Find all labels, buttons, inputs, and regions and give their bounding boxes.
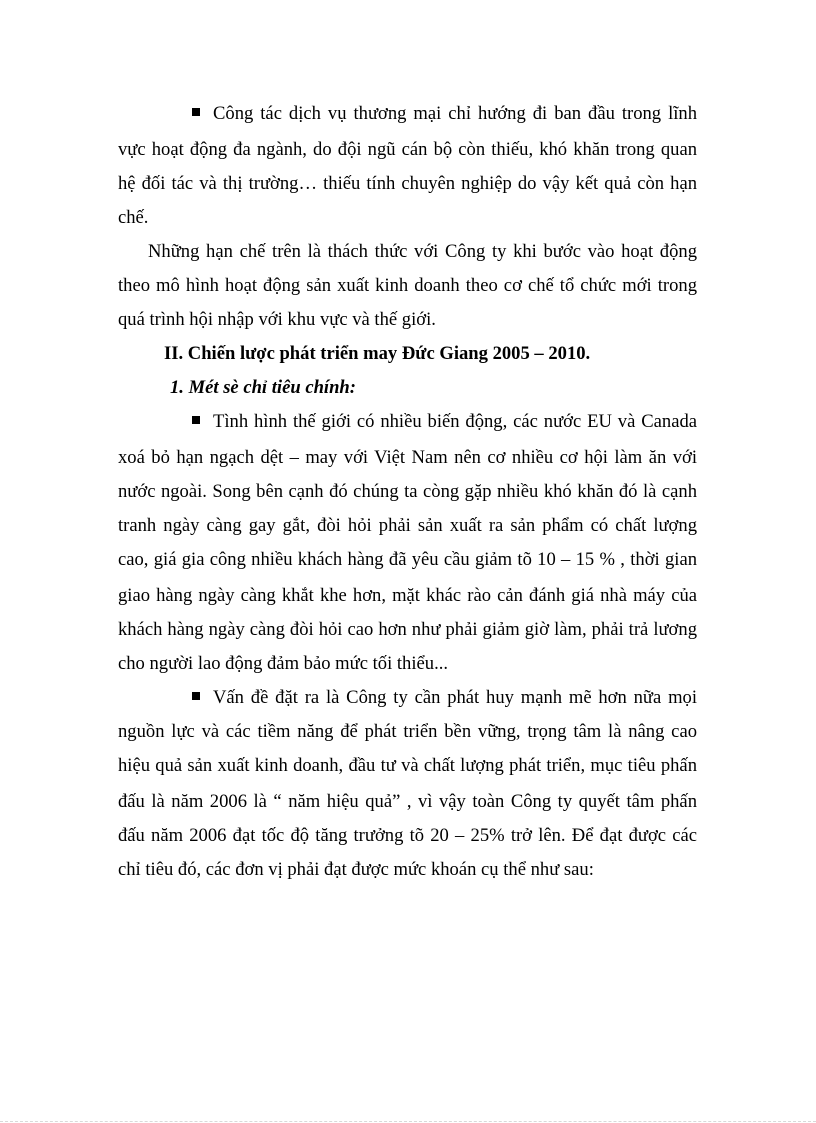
bullet-paragraph-4-line-1 — [192, 687, 697, 709]
paragraph-2-line-1: Những hạn chế trên là thách thức với Công ty khi bước vào hoạt động — [148, 241, 697, 262]
bullet-paragraph-3-line-3: nước ngoài. Song bên cạnh đó chúng ta còng gặp nhiều khó khăn đó là cạnh — [118, 481, 697, 502]
bullet-paragraph-3-line-1 — [192, 411, 697, 433]
bullet-paragraph-3-line-6: giao hàng ngày càng khắt khe hơn, mặt khác rào cản đánh giá nhà máy của — [118, 585, 697, 606]
square-bullet-icon — [192, 692, 200, 700]
bullet-paragraph-3-line-7: khách hàng ngày càng đòi hỏi cao hơn như phải giảm giờ làm, phải trả lương — [118, 619, 697, 640]
bullet-paragraph-3-line-2: xoá bỏ hạn ngạch dệt – may với Việt Nam nên cơ nhiều cơ hội làm ăn với — [118, 447, 697, 468]
square-bullet-icon — [192, 416, 200, 424]
bullet-paragraph-1-line-2: vực hoạt động đa ngành, do đội ngũ cán bộ còn thiếu, khó khăn trong quan — [118, 139, 697, 160]
bullet-paragraph-4-line-4: đấu là năm 2006 là “ năm hiệu quả” , vì vậy toàn Công ty quyết tâm phấn — [118, 791, 697, 812]
bullet-paragraph-4-line-5: đấu năm 2006 đạt tốc độ tăng trưởng tõ 20 – 25% trở lên. Để đạt được các — [118, 825, 697, 846]
text-line: Công tác dịch vụ thương mại chỉ hướng đi ban đầu trong lĩnh — [213, 103, 697, 124]
paragraph-2-line-2: theo mô hình hoạt động sản xuất kinh doanh theo cơ chế tổ chức mới trong — [118, 275, 697, 296]
bullet-paragraph-3-line-4: tranh ngày càng gay gắt, đòi hỏi phải sản xuất ra sản phẩm có chất lượng — [118, 515, 697, 536]
square-bullet-icon — [192, 108, 200, 116]
subsection-heading: 1. Mét sè chỉ tiêu chính: — [170, 377, 356, 398]
paragraph-2-line-3: quá trình hội nhập với khu vực và thế giới. — [118, 309, 436, 330]
bullet-paragraph-4-line-6: chỉ tiêu đó, các đơn vị phải đạt được mức khoán cụ thể như sau: — [118, 859, 594, 880]
bullet-paragraph-1-line-3: hệ đối tác và thị trường… thiếu tính chuyên nghiệp do vậy kết quả còn hạn — [118, 173, 697, 194]
text-line: Tình hình thế giới có nhiều biến động, các nước EU và Canada — [213, 411, 697, 432]
bullet-paragraph-1-line-4: chế. — [118, 207, 149, 228]
bullet-paragraph-3-line-5: cao, giá gia công nhiều khách hàng đã yêu cầu giảm tõ 10 – 15 % , thời gian — [118, 549, 697, 570]
section-heading: II. Chiến lược phát triển may Đức Giang 2005 – 2010. — [164, 343, 591, 364]
bullet-paragraph-1-line-1 — [192, 103, 697, 125]
bullet-paragraph-3-line-8: cho người lao động đảm bảo mức tối thiểu... — [118, 653, 449, 674]
page-bottom-rule — [0, 1121, 816, 1122]
bullet-paragraph-4-line-2: nguồn lực và các tiềm năng để phát triển bền vững, trọng tâm là nâng cao — [118, 721, 697, 742]
bullet-paragraph-4-line-3: hiệu quả sản xuất kinh doanh, đầu tư và chất lượng phát triển, mục tiêu phấn — [118, 755, 697, 776]
text-line: Vấn đề đặt ra là Công ty cần phát huy mạnh mẽ hơn nữa mọi — [213, 687, 697, 708]
